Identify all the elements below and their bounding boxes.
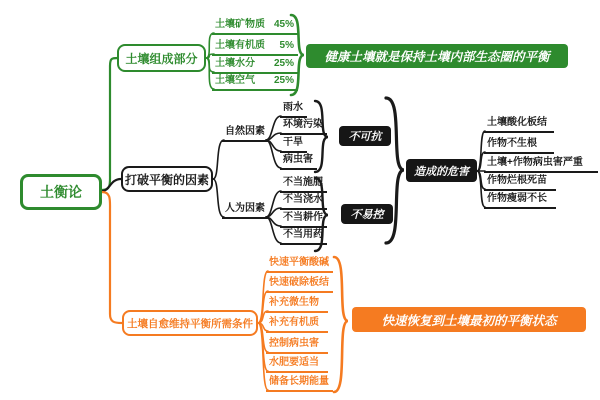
connector-line — [266, 217, 281, 243]
connector-line — [102, 179, 121, 191]
orange-branch-lines — [102, 192, 122, 323]
harm-hub: 造成的危害 — [406, 159, 477, 182]
selfheal-item: 补充有机质 — [266, 317, 328, 333]
connector-line — [102, 58, 118, 190]
selfheal-item: 快速平衡酸碱 — [266, 257, 333, 273]
black-branch-lines — [102, 179, 121, 191]
human-item: 不当用药 — [280, 229, 327, 245]
composition-item-value: 45% — [273, 19, 294, 30]
branch-composition: 土壤组成部分 — [117, 44, 206, 72]
connector-line — [266, 140, 281, 168]
composition-item-label: 土壤矿物质 — [215, 19, 265, 30]
natural-item: 病虫害 — [280, 154, 317, 170]
connector-line — [102, 192, 122, 323]
natural-item: 雨水 — [280, 102, 307, 118]
green-branch-lines — [102, 58, 118, 190]
tag-irresistible: 不可抗 — [339, 126, 391, 146]
composition-item-label: 土壤空气 — [215, 75, 255, 86]
tag-hard-to-control: 不易控 — [341, 204, 393, 224]
human-item: 不当施肥 — [280, 177, 327, 193]
branch-breaking: 打破平衡的因素 — [121, 166, 213, 192]
composition-item-value: 25% — [273, 75, 294, 86]
composition-item — [212, 40, 298, 56]
group-human-factors: 人为因素 — [222, 203, 269, 219]
composition-item-value: 25% — [273, 58, 294, 69]
harm-item: 作物不生根 — [484, 138, 554, 154]
harm-item: 作物瘦弱不长 — [484, 193, 556, 209]
group-natural-factors: 自然因素 — [222, 126, 269, 142]
selfheal-item: 水肥要适当 — [266, 357, 328, 373]
selfheal-item: 快速破除板结 — [266, 277, 333, 293]
root-topic: 土衡论 — [20, 174, 102, 210]
composition-item — [212, 75, 298, 91]
composition-callout: 健康土壤就是保持土壤内部生态圈的平衡 — [306, 44, 568, 68]
harm-item: 土壤+作物病虫害严重 — [484, 157, 598, 173]
composition-item-label: 土壤有机质 — [215, 40, 265, 51]
composition-item — [212, 58, 298, 74]
composition-item-value: 5% — [279, 40, 294, 51]
natural-item: 环境污染 — [280, 119, 327, 135]
selfheal-item: 补充微生物 — [266, 297, 328, 313]
selfheal-item: 储备长期能量 — [266, 376, 333, 392]
selfheal-item: 控制病虫害 — [266, 338, 328, 354]
selfheal-callout: 快速恢复到土壤最初的平衡状态 — [352, 307, 586, 332]
composition-item — [212, 19, 298, 35]
brace-icon — [334, 257, 348, 392]
harm-item: 作物烂根死苗 — [484, 175, 556, 191]
connector-line — [213, 140, 224, 179]
composition-item-label: 土壤水分 — [215, 58, 255, 69]
human-item: 不当耕作 — [280, 212, 327, 228]
natural-item: 干旱 — [280, 137, 307, 153]
branch-selfheal: 土壤自愈维持平衡所需条件 — [122, 310, 258, 336]
harm-item: 土壤酸化板结 — [484, 117, 554, 133]
human-item: 不当浇水 — [280, 194, 327, 210]
